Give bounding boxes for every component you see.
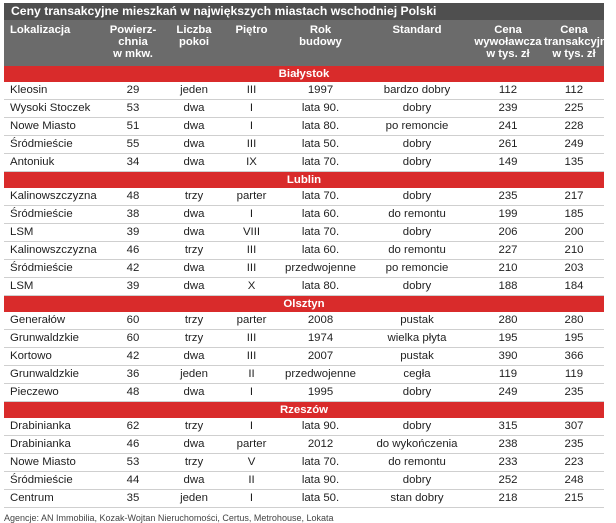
table-row <box>4 436 604 454</box>
cell-standard: cegła <box>362 366 472 384</box>
cell-location: Śródmieście <box>4 136 102 154</box>
cell-rooms: trzy <box>164 418 224 436</box>
city-header-row <box>4 402 604 419</box>
cell-floor: II <box>224 472 279 490</box>
cell-asking-price: 199 <box>472 206 544 224</box>
cell-location: Kleosin <box>4 82 102 100</box>
city-header-row <box>4 172 604 189</box>
cell-transaction-price: 280 <box>544 312 604 330</box>
cell-standard: pustak <box>362 312 472 330</box>
cell-standard: dobry <box>362 418 472 436</box>
cell-floor: II <box>224 366 279 384</box>
table-row <box>4 418 604 436</box>
source-note: Agencje: AN Immobilia, Kozak-Wojtan Nieruchomości, Certus, Metrohouse, Lokata <box>4 513 334 523</box>
cell-year: 1997 <box>279 82 362 100</box>
cell-asking-price: 315 <box>472 418 544 436</box>
cell-rooms: dwa <box>164 384 224 402</box>
cell-floor: III <box>224 242 279 260</box>
cell-floor: III <box>224 82 279 100</box>
cell-transaction-price: 225 <box>544 100 604 118</box>
cell-floor: I <box>224 100 279 118</box>
column-header-location: Lokalizacja <box>4 20 102 66</box>
cell-area: 48 <box>102 188 164 206</box>
cell-year: 2008 <box>279 312 362 330</box>
cell-area: 38 <box>102 206 164 224</box>
column-header-transaction-price: Cena transakcyjna w tys. zł <box>544 20 604 66</box>
cell-transaction-price: 119 <box>544 366 604 384</box>
cell-asking-price: 227 <box>472 242 544 260</box>
cell-asking-price: 238 <box>472 436 544 454</box>
cell-asking-price: 235 <box>472 188 544 206</box>
cell-year: przedwojenne <box>279 260 362 278</box>
cell-year: lata 70. <box>279 454 362 472</box>
cell-transaction-price: 235 <box>544 384 604 402</box>
cell-transaction-price: 200 <box>544 224 604 242</box>
cell-area: 42 <box>102 348 164 366</box>
cell-area: 35 <box>102 490 164 508</box>
cell-transaction-price: 307 <box>544 418 604 436</box>
cell-floor: X <box>224 278 279 296</box>
cell-transaction-price: 235 <box>544 436 604 454</box>
cell-location: Antoniuk <box>4 154 102 172</box>
cell-location: Grunwaldzkie <box>4 330 102 348</box>
cell-floor: I <box>224 118 279 136</box>
cell-area: 29 <box>102 82 164 100</box>
cell-standard: po remoncie <box>362 118 472 136</box>
cell-standard: stan dobry <box>362 490 472 508</box>
cell-year: lata 70. <box>279 224 362 242</box>
table-row <box>4 82 604 100</box>
cell-standard: dobry <box>362 472 472 490</box>
cell-transaction-price: 249 <box>544 136 604 154</box>
cell-location: Grunwaldzkie <box>4 366 102 384</box>
cell-standard: dobry <box>362 224 472 242</box>
cell-asking-price: 210 <box>472 260 544 278</box>
cell-asking-price: 188 <box>472 278 544 296</box>
cell-area: 46 <box>102 436 164 454</box>
cell-rooms: dwa <box>164 348 224 366</box>
table-row <box>4 490 604 508</box>
cell-standard: do wykończenia <box>362 436 472 454</box>
cell-asking-price: 233 <box>472 454 544 472</box>
cell-year: lata 80. <box>279 118 362 136</box>
cell-standard: dobry <box>362 154 472 172</box>
cell-rooms: trzy <box>164 312 224 330</box>
cell-area: 62 <box>102 418 164 436</box>
column-header-year: Rok budowy <box>279 20 362 66</box>
cell-year: lata 60. <box>279 206 362 224</box>
table-row <box>4 224 604 242</box>
city-name: Olsztyn <box>4 296 604 313</box>
cell-rooms: trzy <box>164 454 224 472</box>
cell-transaction-price: 223 <box>544 454 604 472</box>
cell-location: Śródmieście <box>4 472 102 490</box>
cell-year: lata 90. <box>279 100 362 118</box>
table-row <box>4 118 604 136</box>
cell-standard: po remoncie <box>362 260 472 278</box>
cell-asking-price: 112 <box>472 82 544 100</box>
cell-asking-price: 218 <box>472 490 544 508</box>
cell-transaction-price: 215 <box>544 490 604 508</box>
cell-transaction-price: 210 <box>544 242 604 260</box>
table-row <box>4 154 604 172</box>
cell-location: Nowe Miasto <box>4 454 102 472</box>
cell-floor: III <box>224 348 279 366</box>
cell-floor: I <box>224 206 279 224</box>
cell-location: LSM <box>4 224 102 242</box>
table-row <box>4 312 604 330</box>
cell-rooms: trzy <box>164 330 224 348</box>
cell-transaction-price: 248 <box>544 472 604 490</box>
cell-area: 51 <box>102 118 164 136</box>
cell-standard: dobry <box>362 136 472 154</box>
cell-area: 55 <box>102 136 164 154</box>
cell-rooms: jeden <box>164 82 224 100</box>
cell-rooms: dwa <box>164 472 224 490</box>
price-table <box>4 20 614 508</box>
column-header-area: Powierz- chnia w mkw. <box>102 20 164 66</box>
cell-location: Centrum <box>4 490 102 508</box>
cell-standard: wielka płyta <box>362 330 472 348</box>
cell-floor: III <box>224 260 279 278</box>
column-header-floor: Piętro <box>224 20 279 66</box>
cell-standard: do remontu <box>362 242 472 260</box>
table-row <box>4 278 604 296</box>
cell-asking-price: 195 <box>472 330 544 348</box>
table-body <box>4 66 604 508</box>
cell-year: lata 60. <box>279 242 362 260</box>
table-row <box>4 260 604 278</box>
cell-location: Kalinowszczyzna <box>4 188 102 206</box>
cell-floor: III <box>224 330 279 348</box>
cell-rooms: dwa <box>164 436 224 454</box>
cell-rooms: dwa <box>164 206 224 224</box>
cell-year: lata 50. <box>279 490 362 508</box>
table-row <box>4 206 604 224</box>
cell-transaction-price: 203 <box>544 260 604 278</box>
cell-location: Śródmieście <box>4 206 102 224</box>
cell-location: LSM <box>4 278 102 296</box>
cell-rooms: dwa <box>164 136 224 154</box>
cell-rooms: jeden <box>164 366 224 384</box>
table-row <box>4 384 604 402</box>
cell-transaction-price: 184 <box>544 278 604 296</box>
cell-transaction-price: 112 <box>544 82 604 100</box>
cell-asking-price: 261 <box>472 136 544 154</box>
cell-year: 1995 <box>279 384 362 402</box>
cell-rooms: trzy <box>164 188 224 206</box>
city-name: Rzeszów <box>4 402 604 419</box>
cell-standard: do remontu <box>362 454 472 472</box>
cell-year: 2007 <box>279 348 362 366</box>
cell-year: przedwojenne <box>279 366 362 384</box>
cell-floor: parter <box>224 188 279 206</box>
cell-year: lata 90. <box>279 418 362 436</box>
cell-year: lata 90. <box>279 472 362 490</box>
cell-floor: III <box>224 136 279 154</box>
table-row <box>4 100 604 118</box>
cell-asking-price: 206 <box>472 224 544 242</box>
cell-year: lata 80. <box>279 278 362 296</box>
column-header-asking-price: Cena wywoławcza w tys. zł <box>472 20 544 66</box>
table-row <box>4 136 604 154</box>
cell-asking-price: 249 <box>472 384 544 402</box>
cell-location: Pieczewo <box>4 384 102 402</box>
cell-location: Śródmieście <box>4 260 102 278</box>
cell-area: 34 <box>102 154 164 172</box>
city-name: Białystok <box>4 66 604 82</box>
cell-location: Wysoki Stoczek <box>4 100 102 118</box>
table-row <box>4 454 604 472</box>
cell-transaction-price: 228 <box>544 118 604 136</box>
cell-asking-price: 241 <box>472 118 544 136</box>
cell-transaction-price: 195 <box>544 330 604 348</box>
cell-rooms: dwa <box>164 118 224 136</box>
cell-floor: V <box>224 454 279 472</box>
table-row <box>4 348 604 366</box>
cell-asking-price: 252 <box>472 472 544 490</box>
cell-standard: dobry <box>362 188 472 206</box>
city-header-row <box>4 296 604 313</box>
cell-standard: dobry <box>362 278 472 296</box>
cell-transaction-price: 135 <box>544 154 604 172</box>
table-row <box>4 366 604 384</box>
cell-standard: dobry <box>362 384 472 402</box>
cell-area: 46 <box>102 242 164 260</box>
cell-standard: do remontu <box>362 206 472 224</box>
cell-transaction-price: 366 <box>544 348 604 366</box>
cell-floor: I <box>224 418 279 436</box>
table-title: Ceny transakcyjne mieszkań w największych miastach wschodniej Polski <box>4 3 604 20</box>
cell-area: 44 <box>102 472 164 490</box>
cell-asking-price: 280 <box>472 312 544 330</box>
cell-year: lata 70. <box>279 188 362 206</box>
cell-transaction-price: 185 <box>544 206 604 224</box>
cell-asking-price: 119 <box>472 366 544 384</box>
cell-area: 53 <box>102 100 164 118</box>
cell-floor: IX <box>224 154 279 172</box>
cell-year: lata 50. <box>279 136 362 154</box>
city-name: Lublin <box>4 172 604 189</box>
cell-area: 60 <box>102 330 164 348</box>
header-row <box>4 20 604 66</box>
column-header-rooms: Liczba pokoi <box>164 20 224 66</box>
table-row <box>4 188 604 206</box>
cell-year: 1974 <box>279 330 362 348</box>
cell-area: 39 <box>102 278 164 296</box>
cell-rooms: trzy <box>164 242 224 260</box>
cell-floor: VIII <box>224 224 279 242</box>
cell-location: Nowe Miasto <box>4 118 102 136</box>
cell-year: 2012 <box>279 436 362 454</box>
city-header-row <box>4 66 604 82</box>
cell-standard: dobry <box>362 100 472 118</box>
cell-area: 39 <box>102 224 164 242</box>
cell-year: lata 70. <box>279 154 362 172</box>
table-row <box>4 472 604 490</box>
cell-rooms: dwa <box>164 278 224 296</box>
cell-floor: parter <box>224 436 279 454</box>
cell-rooms: dwa <box>164 154 224 172</box>
cell-standard: bardzo dobry <box>362 82 472 100</box>
cell-area: 36 <box>102 366 164 384</box>
cell-asking-price: 239 <box>472 100 544 118</box>
cell-area: 48 <box>102 384 164 402</box>
column-header-standard: Standard <box>362 20 472 66</box>
cell-location: Drabinianka <box>4 436 102 454</box>
cell-rooms: dwa <box>164 100 224 118</box>
price-table-graphic <box>4 3 614 523</box>
cell-floor: I <box>224 490 279 508</box>
cell-area: 42 <box>102 260 164 278</box>
cell-standard: pustak <box>362 348 472 366</box>
cell-floor: I <box>224 384 279 402</box>
cell-area: 53 <box>102 454 164 472</box>
cell-location: Drabinianka <box>4 418 102 436</box>
cell-area: 60 <box>102 312 164 330</box>
table-row <box>4 330 604 348</box>
cell-rooms: jeden <box>164 490 224 508</box>
table-row <box>4 242 604 260</box>
cell-rooms: dwa <box>164 224 224 242</box>
cell-rooms: dwa <box>164 260 224 278</box>
cell-location: Kortowo <box>4 348 102 366</box>
cell-floor: parter <box>224 312 279 330</box>
cell-asking-price: 149 <box>472 154 544 172</box>
cell-asking-price: 390 <box>472 348 544 366</box>
cell-transaction-price: 217 <box>544 188 604 206</box>
cell-location: Kalinowszczyzna <box>4 242 102 260</box>
cell-location: Generałów <box>4 312 102 330</box>
